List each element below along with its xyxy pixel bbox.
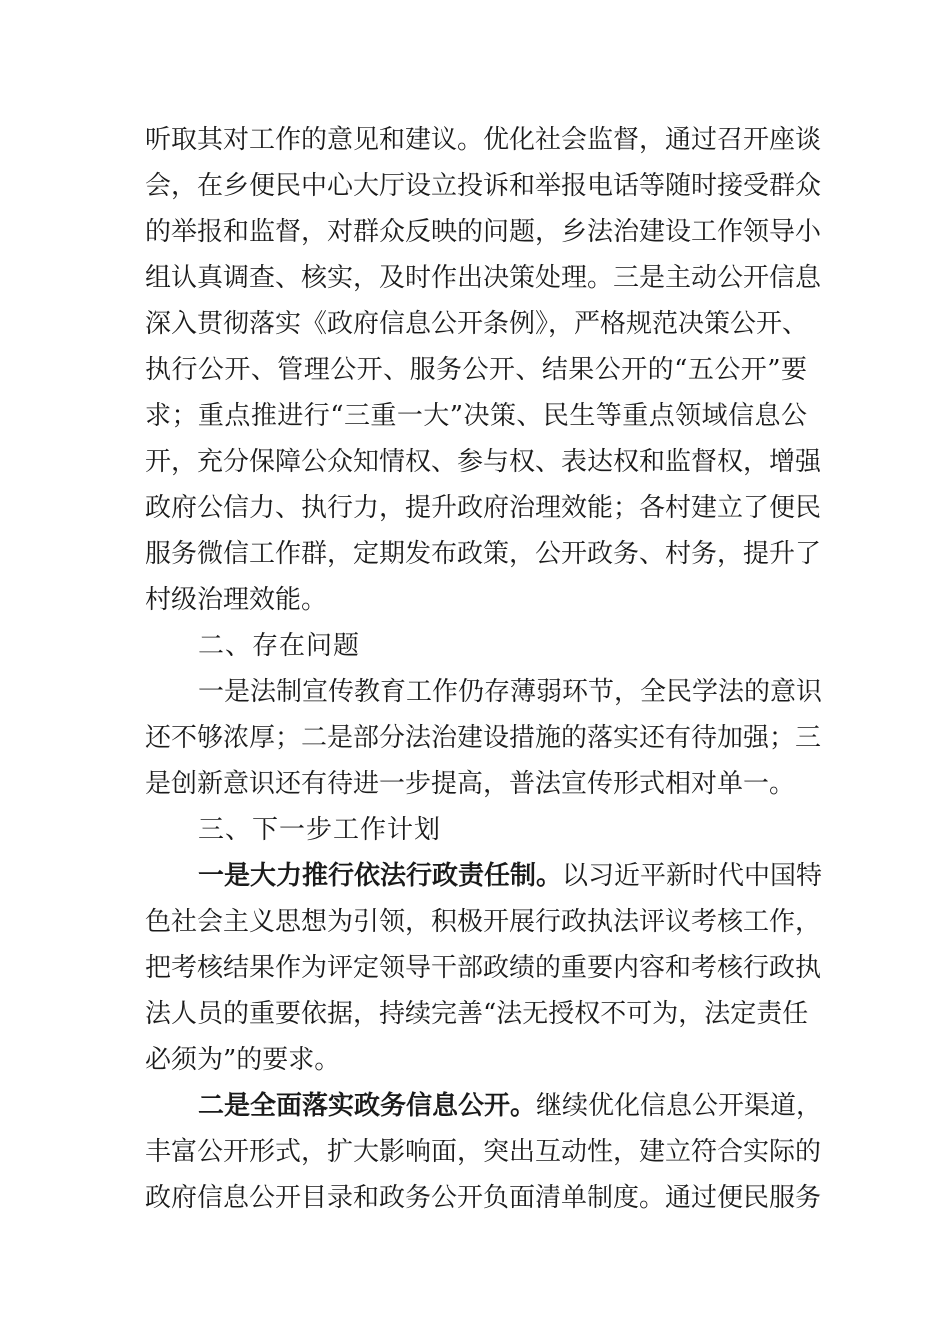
body-text-line: 会，在乡便民中心大厅设立投诉和举报电话等随时接受群众 xyxy=(145,171,822,201)
body-text-line: 深入贯彻落实《政府信息公开条例》，严格规范决策公开、 xyxy=(145,309,809,339)
body-text-line: 的举报和监督，对群众反映的问题，乡法治建设工作领导小 xyxy=(145,217,822,247)
body-text-line: 把考核结果作为评定领导干部政绩的重要内容和考核行政执 xyxy=(145,953,822,983)
body-text-line: 政府信息公开目录和政务公开负面清单制度。通过便民服务 xyxy=(145,1183,822,1213)
bold-lead-in: 一是大力推行依法行政责任制。 xyxy=(198,861,563,891)
section-heading-issues: 二、存在问题 xyxy=(198,631,361,661)
body-text-line: 服务微信工作群，定期发布政策，公开政务、村务，提升了 xyxy=(145,539,822,569)
body-text-line xyxy=(198,1090,822,1122)
body-text-line: 一是法制宣传教育工作仍存薄弱环节，全民学法的意识 xyxy=(198,677,823,707)
body-text-line: 执行公开、管理公开、服务公开、结果公开的“五公开”要 xyxy=(145,355,807,385)
body-text-line: 法人员的重要依据，持续完善“法无授权不可为，法定责任 xyxy=(145,999,809,1029)
body-text-line xyxy=(198,860,822,892)
body-text-run: 以习近平新时代中国特 xyxy=(562,861,823,891)
body-text-line: 政府公信力、执行力，提升政府治理效能；各村建立了便民 xyxy=(145,493,822,523)
bold-lead-in: 二是全面落实政务信息公开。 xyxy=(198,1091,537,1121)
body-text-run: 继续优化信息公开渠道， xyxy=(536,1091,823,1121)
body-text-line: 组认真调查、核实，及时作出决策处理。三是主动公开信息 xyxy=(145,263,822,293)
body-text-line: 必须为”的要求。 xyxy=(145,1045,341,1075)
body-text-line: 求；重点推进行“三重一大”决策、民生等重点领域信息公 xyxy=(145,401,807,431)
body-text-line: 还不够浓厚；二是部分法治建设措施的落实还有待加强；三 xyxy=(145,723,822,753)
body-text-line: 色社会主义思想为引领，积极开展行政执法评议考核工作， xyxy=(145,907,822,937)
section-heading-next-plan: 三、下一步工作计划 xyxy=(198,815,442,845)
body-text-line: 听取其对工作的意见和建议。优化社会监督，通过召开座谈 xyxy=(145,125,822,155)
body-text-line: 村级治理效能。 xyxy=(145,585,328,615)
body-text-line: 丰富公开形式，扩大影响面，突出互动性，建立符合实际的 xyxy=(145,1137,822,1167)
body-text-line: 开，充分保障公众知情权、参与权、表达权和监督权，增强 xyxy=(145,447,822,477)
body-text-line: 是创新意识还有待进一步提高，普法宣传形式相对单一。 xyxy=(145,769,796,799)
